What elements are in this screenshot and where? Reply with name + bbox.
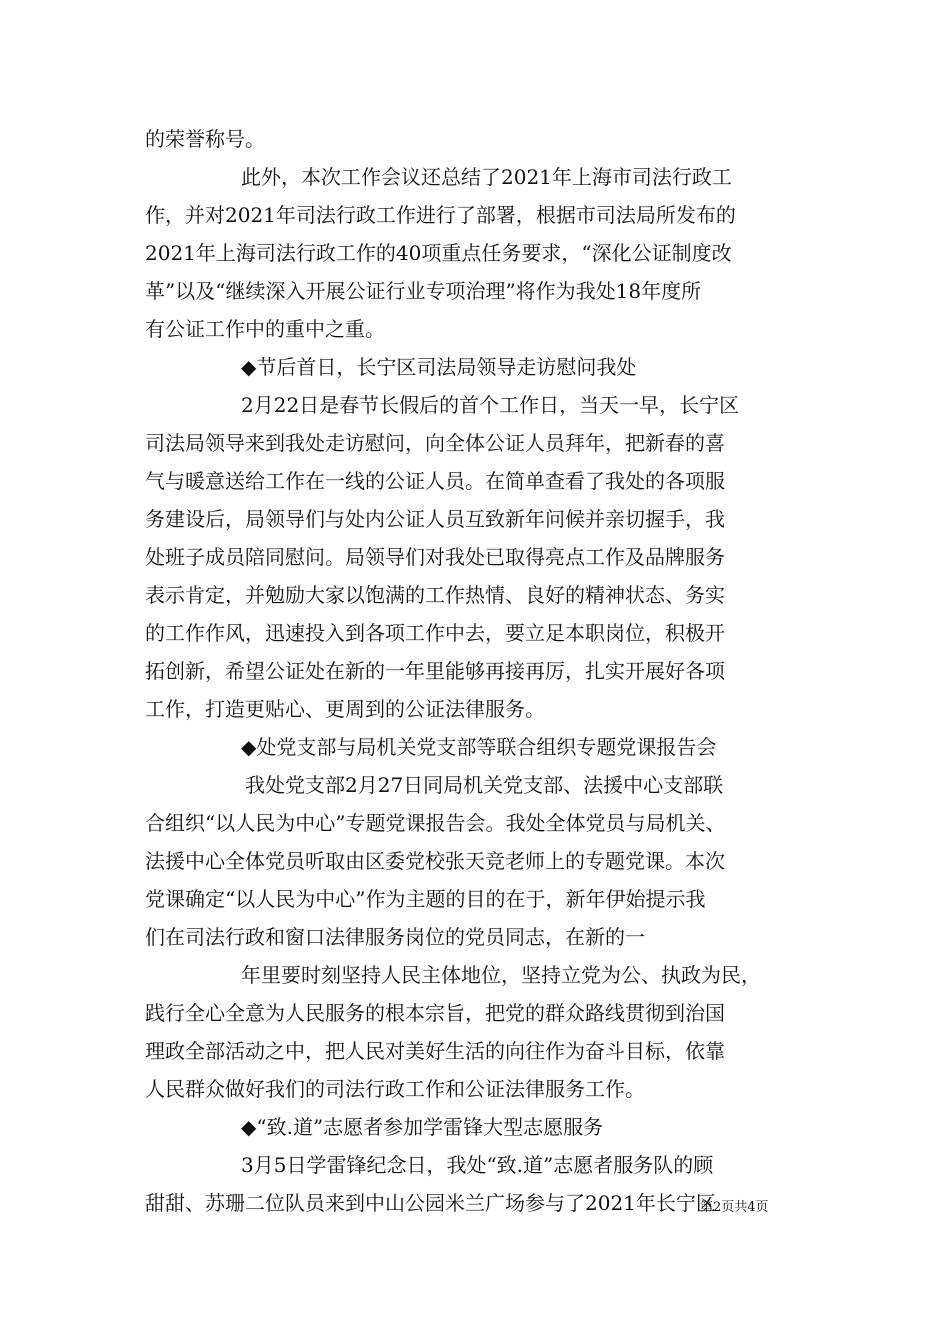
text-line: 务建设后，局领导们与处内公证人员互致新年问候并亲切握手，我 [145,507,725,531]
section-heading: ◆处党支部与局机关党支部等联合组织专题党课报告会 [241,735,717,759]
paragraph-start: 2月22日是春节长假后的首个工作日，当天一早，长宁区 [241,393,740,417]
text-line: 甜甜、苏珊二位队员来到中山公园米兰广场参与了2021年长宁区 [145,1191,716,1215]
text-line: 表示肯定，并勉励大家以饱满的工作热情、良好的精神状态、务实 [145,583,725,607]
text-line: 革”以及“继续深入开展公证行业专项治理”将作为我处18年度所 [145,279,702,303]
text-line: 理政全部活动之中，把人民对美好生活的向往作为奋斗目标，依靠 [145,1039,725,1063]
section-heading: ◆节后首日，长宁区司法局领导走访慰问我处 [241,355,637,379]
text-line: 法援中心全体党员听取由区委党校张天竞老师上的专题党课。本次 [145,849,725,873]
paragraph-start: 我处党支部2月27日同局机关党支部、法援中心支部联 [245,773,724,797]
text-line: 气与暖意送给工作在一线的公证人员。在简单查看了我处的各项服 [145,469,725,493]
text-line: 工作，打造更贴心、更周到的公证法律服务。 [145,697,545,721]
paragraph-start: 年里要时刻坚持人民主体地位，坚持立党为公、执政为民， [241,963,761,987]
document-body [145,120,817,1222]
text-line: 党课确定“以人民为中心”作为主题的目的在于，新年伊始提示我 [145,887,706,911]
paragraph-start: 此外，本次工作会议还总结了2021年上海市司法行政工 [241,165,732,189]
text-line: 司法局领导来到我处走访慰问，向全体公证人员拜年，把新春的喜 [145,431,725,455]
text-line: 们在司法行政和窗口法律服务岗位的党员同志，在新的一 [145,925,645,949]
text-line: 人民群众做好我们的司法行政工作和公证法律服务工作。 [145,1077,645,1101]
text-line: 践行全心全意为人民服务的根本宗旨，把党的群众路线贯彻到治国 [145,1001,725,1025]
text-line: 的荣誉称号。 [145,127,265,151]
paragraph-start: 3月5日学雷锋纪念日，我处“致.道”志愿者服务队的顾 [241,1153,714,1177]
page-number: 第2页共4页 [700,1200,769,1215]
text-line: 合组织“以人民为中心”专题党课报告会。我处全体党员与局机关、 [145,811,726,835]
section-heading: ◆“致.道”志愿者参加学雷锋大型志愿服务 [241,1115,604,1139]
text-line: 作，并对2021年司法行政工作进行了部署，根据市司法局所发布的 [145,203,736,227]
text-line: 处班子成员陪同慰问。局领导们对我处已取得亮点工作及品牌服务 [145,545,725,569]
text-line: 的工作作风，迅速投入到各项工作中去，要立足本职岗位，积极开 [145,621,725,645]
text-line: 有公证工作中的重中之重。 [145,317,385,341]
text-line: 拓创新，希望公证处在新的一年里能够再接再厉，扎实开展好各项 [145,659,725,683]
text-line: 2021年上海司法行政工作的40项重点任务要求，“深化公证制度改 [145,241,732,265]
